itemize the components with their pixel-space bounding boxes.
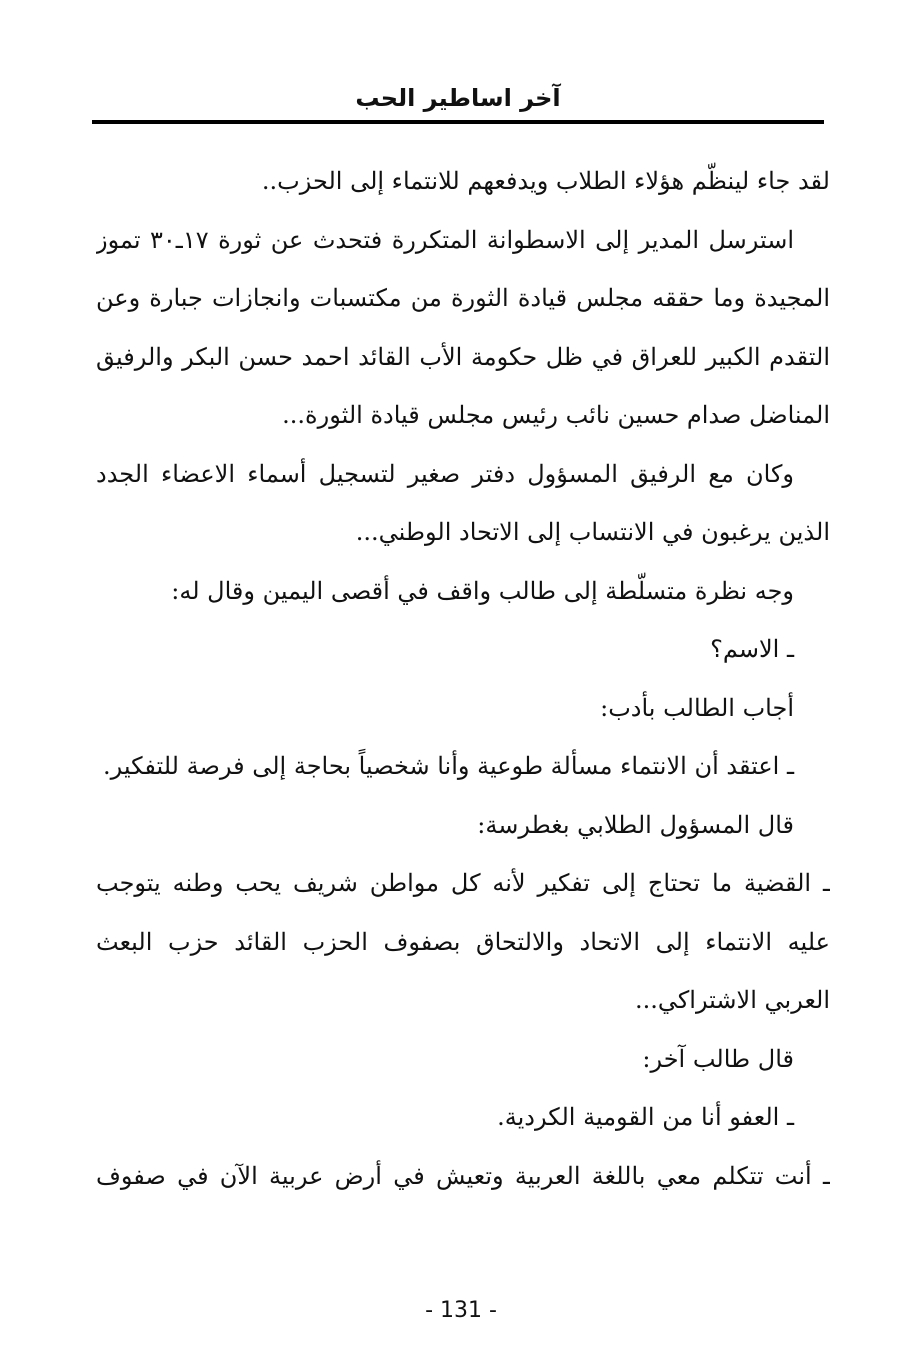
text-line: قال طالب آخر: [642, 1044, 794, 1073]
text-line: وكان مع الرفيق المسؤول دفتر صغير لتسجيل أسماء الاعضاء الجدد [96, 459, 794, 488]
text-line: عليه الانتماء إلى الاتحاد والالتحاق بصفوف الحزب القائد حزب البعث [96, 927, 830, 956]
text-line: ـ العفو أنا من القومية الكردية. [497, 1103, 794, 1131]
text-line: ـ الاسم؟ [710, 635, 794, 663]
text-line: العربي الاشتراكي... [634, 986, 830, 1014]
text-line: قال المسؤول الطلابي بغطرسة: [477, 810, 794, 839]
text-line: ـ أنت تتكلم معي باللغة العربية وتعيش في أرض عربية الآن في صفوف [96, 1161, 830, 1190]
text-line: لقد جاء لينظّم هؤلاء الطلاب ويدفعهم للانتماء إلى الحزب.. [261, 167, 830, 195]
text-line: أجاب الطالب بأدب: [600, 693, 794, 722]
text-line: استرسل المدير إلى الاسطوانة المتكررة فتحدث عن ثورة ١٧ـ٣٠ تموز [96, 225, 794, 254]
text-line: المناضل صدام حسين نائب رئيس مجلس قيادة الثورة... [282, 401, 830, 429]
text-line: التقدم الكبير للعراق في ظل حكومة الأب القائد احمد حسن البكر والرفيق [96, 342, 830, 371]
text-line: الذين يرغبون في الانتساب إلى الاتحاد الوطني... [355, 518, 830, 546]
text-line: المجيدة وما حققه مجلس قيادة الثورة من مكتسبات وانجازات جبارة وعن [96, 284, 830, 312]
text-line: ـ القضية ما تحتاج إلى تفكير لأنه كل مواطن شريف يحب وطنه يتوجب [96, 869, 830, 897]
page-number: - 131 - [425, 1298, 497, 1323]
text-line: وجه نظرة متسلّطة إلى طالب واقف في أقصى اليمين وقال له: [171, 576, 794, 605]
running-header-title: آخر اساطير الحب [355, 84, 561, 112]
text-line: ـ اعتقد أن الانتماء مسألة طوعية وأنا شخصياً بحاجة إلى فرصة للتفكير. [102, 752, 794, 780]
header-divider [92, 120, 824, 124]
page-body [96, 152, 830, 1205]
